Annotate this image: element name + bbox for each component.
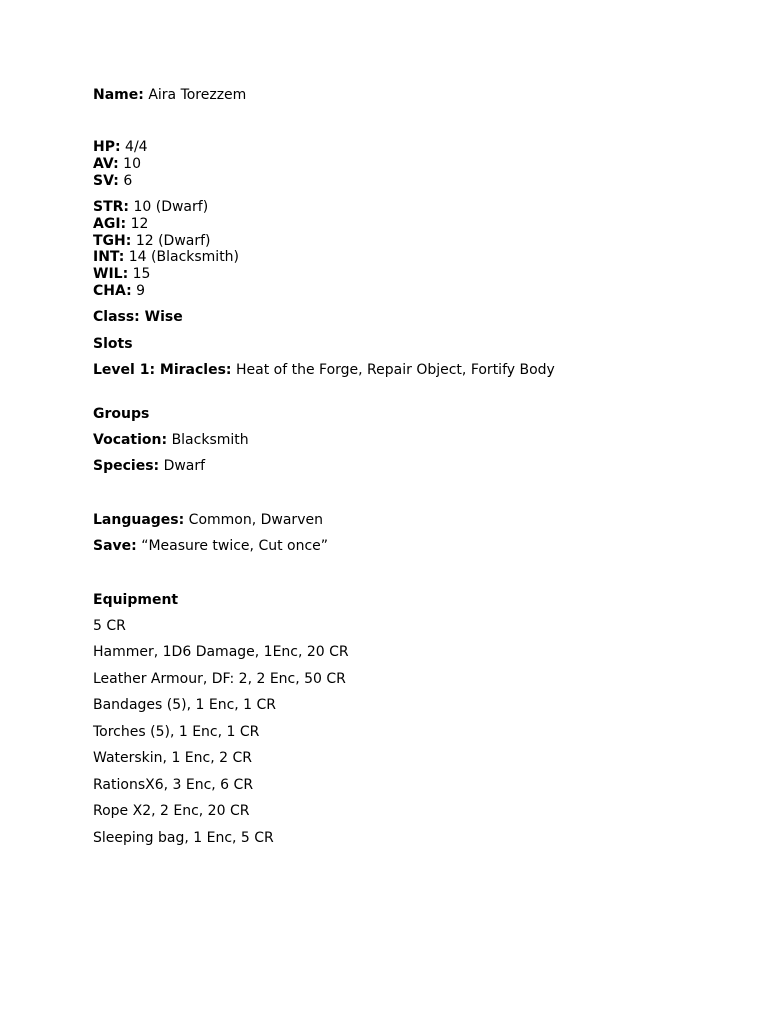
groups-heading: Groups bbox=[93, 406, 150, 422]
int-line bbox=[93, 249, 239, 266]
name-line bbox=[93, 87, 246, 104]
equipment-item: Waterskin, 1 Enc, 2 CR bbox=[93, 750, 252, 766]
languages-line bbox=[93, 512, 323, 529]
equipment-item: Hammer, 1D6 Damage, 1Enc, 20 CR bbox=[93, 644, 349, 660]
equipment-item: Bandages (5), 1 Enc, 1 CR bbox=[93, 697, 277, 713]
wil-label: WIL: bbox=[93, 266, 129, 282]
species-line bbox=[93, 458, 205, 475]
str-line bbox=[93, 199, 208, 216]
av-value: 10 bbox=[123, 156, 141, 172]
languages-label: Languages: bbox=[93, 512, 185, 528]
hp-line bbox=[93, 139, 148, 156]
tgh-line bbox=[93, 233, 211, 250]
agi-value: 12 bbox=[130, 216, 149, 232]
wil-line bbox=[93, 266, 150, 283]
save-value: “Measure twice, Cut once” bbox=[141, 538, 329, 554]
vocation-line bbox=[93, 432, 249, 449]
agi-line bbox=[93, 216, 148, 233]
int-label: INT: bbox=[93, 249, 125, 265]
equipment-item: Rope X2, 2 Enc, 20 CR bbox=[93, 803, 250, 819]
equipment-item: Sleeping bag, 1 Enc, 5 CR bbox=[93, 830, 274, 846]
av-line bbox=[93, 156, 141, 173]
hp-value: 4/4 bbox=[125, 139, 148, 155]
cha-label: CHA: bbox=[93, 283, 132, 299]
equipment-item: RationsX6, 3 Enc, 6 CR bbox=[93, 777, 254, 793]
class-heading: Class: Wise bbox=[93, 309, 183, 325]
sv-value: 6 bbox=[123, 173, 133, 189]
vocation-label: Vocation: bbox=[93, 432, 168, 448]
level1-miracles-line bbox=[93, 362, 555, 379]
int-value: 14 (Blacksmith) bbox=[128, 249, 240, 265]
agi-label: AGI: bbox=[93, 216, 127, 232]
sv-label: SV: bbox=[93, 173, 119, 189]
species-label: Species: bbox=[93, 458, 160, 474]
level1-miracles-value: Heat of the Forge, Repair Object, Fortify Body bbox=[235, 362, 555, 378]
str-label: STR: bbox=[93, 199, 130, 215]
languages-value: Common, Dwarven bbox=[188, 512, 323, 528]
name-label: Name: bbox=[93, 87, 144, 103]
save-label: Save: bbox=[93, 538, 137, 554]
equipment-heading: Equipment bbox=[93, 592, 179, 608]
vocation-value: Blacksmith bbox=[171, 432, 249, 448]
wil-value: 15 bbox=[132, 266, 151, 282]
str-value: 10 (Dwarf) bbox=[133, 199, 209, 215]
equipment-item: 5 CR bbox=[93, 618, 126, 634]
save-line bbox=[93, 538, 328, 555]
slots-heading: Slots bbox=[93, 336, 133, 352]
equipment-item: Torches (5), 1 Enc, 1 CR bbox=[93, 724, 260, 740]
equipment-item: Leather Armour, DF: 2, 2 Enc, 50 CR bbox=[93, 671, 346, 687]
species-value: Dwarf bbox=[163, 458, 206, 474]
name-value: Aira Torezzem bbox=[148, 87, 247, 103]
cha-line bbox=[93, 283, 145, 300]
cha-value: 9 bbox=[136, 283, 146, 299]
level1-miracles-label: Level 1: Miracles: bbox=[93, 362, 232, 378]
tgh-label: TGH: bbox=[93, 233, 132, 249]
tgh-value: 12 (Dwarf) bbox=[135, 233, 211, 249]
av-label: AV: bbox=[93, 156, 119, 172]
document-page bbox=[93, 0, 733, 1024]
hp-label: HP: bbox=[93, 139, 121, 155]
sv-line bbox=[93, 173, 132, 190]
